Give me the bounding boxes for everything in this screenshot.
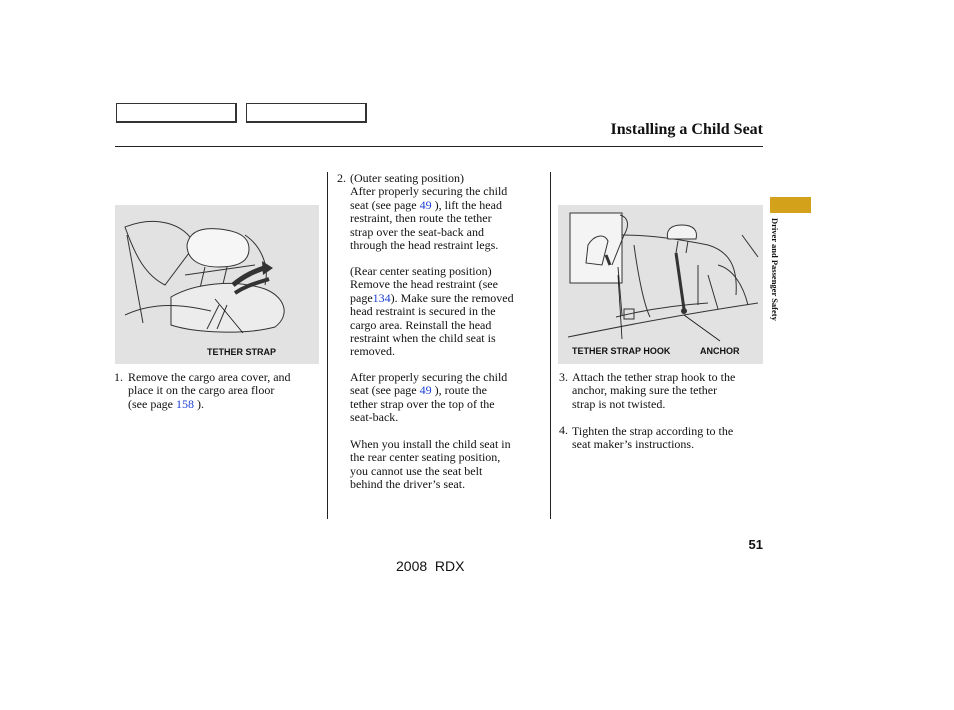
anchor-label: ANCHOR (700, 346, 740, 356)
step-2-line: restraint, then route the tether (350, 211, 492, 226)
cargo-anchor-illustration (558, 205, 763, 364)
paragraph-rear-center (350, 265, 546, 359)
step-3-line: Attach the tether strap hook to the (572, 370, 736, 384)
column-divider-1 (327, 172, 328, 519)
note-line: the rear center seating position, (350, 450, 501, 465)
step-4-line: seat maker’s instructions. (572, 437, 695, 452)
rear-center-line: cargo area. Reinstall the head (350, 317, 492, 332)
page-number: 51 (748, 537, 763, 552)
note-line: When you install the child seat in (350, 437, 511, 451)
rear-center-line: head restraint is secured in the (350, 304, 496, 319)
nav-button-1[interactable] (116, 103, 237, 123)
step-3-line: anchor, making sure the tether (572, 383, 718, 398)
section-tab-label: Driver and Passenger Safety (770, 218, 780, 321)
after-securing-line: seat (see page 49 ), route the (350, 383, 487, 398)
step-1-line: Remove the cargo area cover, and (128, 370, 291, 384)
step-2-line: (Outer seating position) (350, 171, 464, 185)
page-link-158[interactable]: 158 (175, 396, 194, 411)
column-divider-2 (550, 172, 551, 519)
section-tab[interactable] (770, 197, 811, 213)
rear-center-line: Remove the head restraint (see (350, 277, 498, 292)
page-link-49[interactable]: 49 (419, 383, 432, 398)
paragraph-note (350, 438, 546, 492)
rear-center-line: page134). Make sure the removed (350, 290, 514, 305)
after-securing-line: seat-back. (350, 410, 399, 425)
rear-center-line: restraint when the child seat is (350, 331, 496, 346)
page-title: Installing a Child Seat (610, 121, 763, 138)
step-2-line: through the head restraint legs. (350, 238, 499, 253)
step-1-number: 1. (114, 370, 123, 384)
note-line: behind the driver’s seat. (350, 477, 466, 492)
nav-button-2[interactable] (246, 103, 367, 123)
rear-center-line: removed. (350, 344, 395, 359)
headrest-illustration (115, 205, 319, 364)
note-line: you cannot use the seat belt (350, 463, 483, 478)
paragraph-after-securing (350, 371, 546, 425)
step-2-line: After properly securing the child (350, 184, 508, 199)
model-footer: 2008 RDX (396, 558, 465, 574)
step-2-number: 2. (337, 171, 346, 185)
step-3-number: 3. (559, 370, 568, 384)
figure-anchor (558, 205, 763, 364)
step-2-line: seat (see page 49 ), lift the head (350, 197, 502, 212)
step-1-line: (see page 158 ). (128, 396, 204, 411)
after-securing-line: tether strap over the top of the (350, 396, 495, 411)
step-2-line: strap over the seat-back and (350, 224, 484, 239)
figure-tether-strap (115, 205, 319, 364)
after-securing-line: After properly securing the child (350, 370, 508, 384)
header-rule (115, 146, 763, 147)
step-3-line: strap is not twisted. (572, 396, 666, 411)
tether-strap-label: TETHER STRAP (207, 347, 277, 357)
page-link-49[interactable]: 49 (419, 197, 432, 212)
step-4-number: 4. (559, 423, 568, 437)
tether-strap-hook-label: TETHER STRAP HOOK (572, 346, 671, 356)
page-link-134[interactable]: 134 (372, 290, 391, 305)
rear-center-line: (Rear center seating position) (350, 264, 492, 278)
step-1-line: place it on the cargo area floor (128, 383, 275, 398)
section-tab-label-wrap (767, 218, 783, 358)
step-4-line: Tighten the strap according to the (572, 424, 734, 438)
